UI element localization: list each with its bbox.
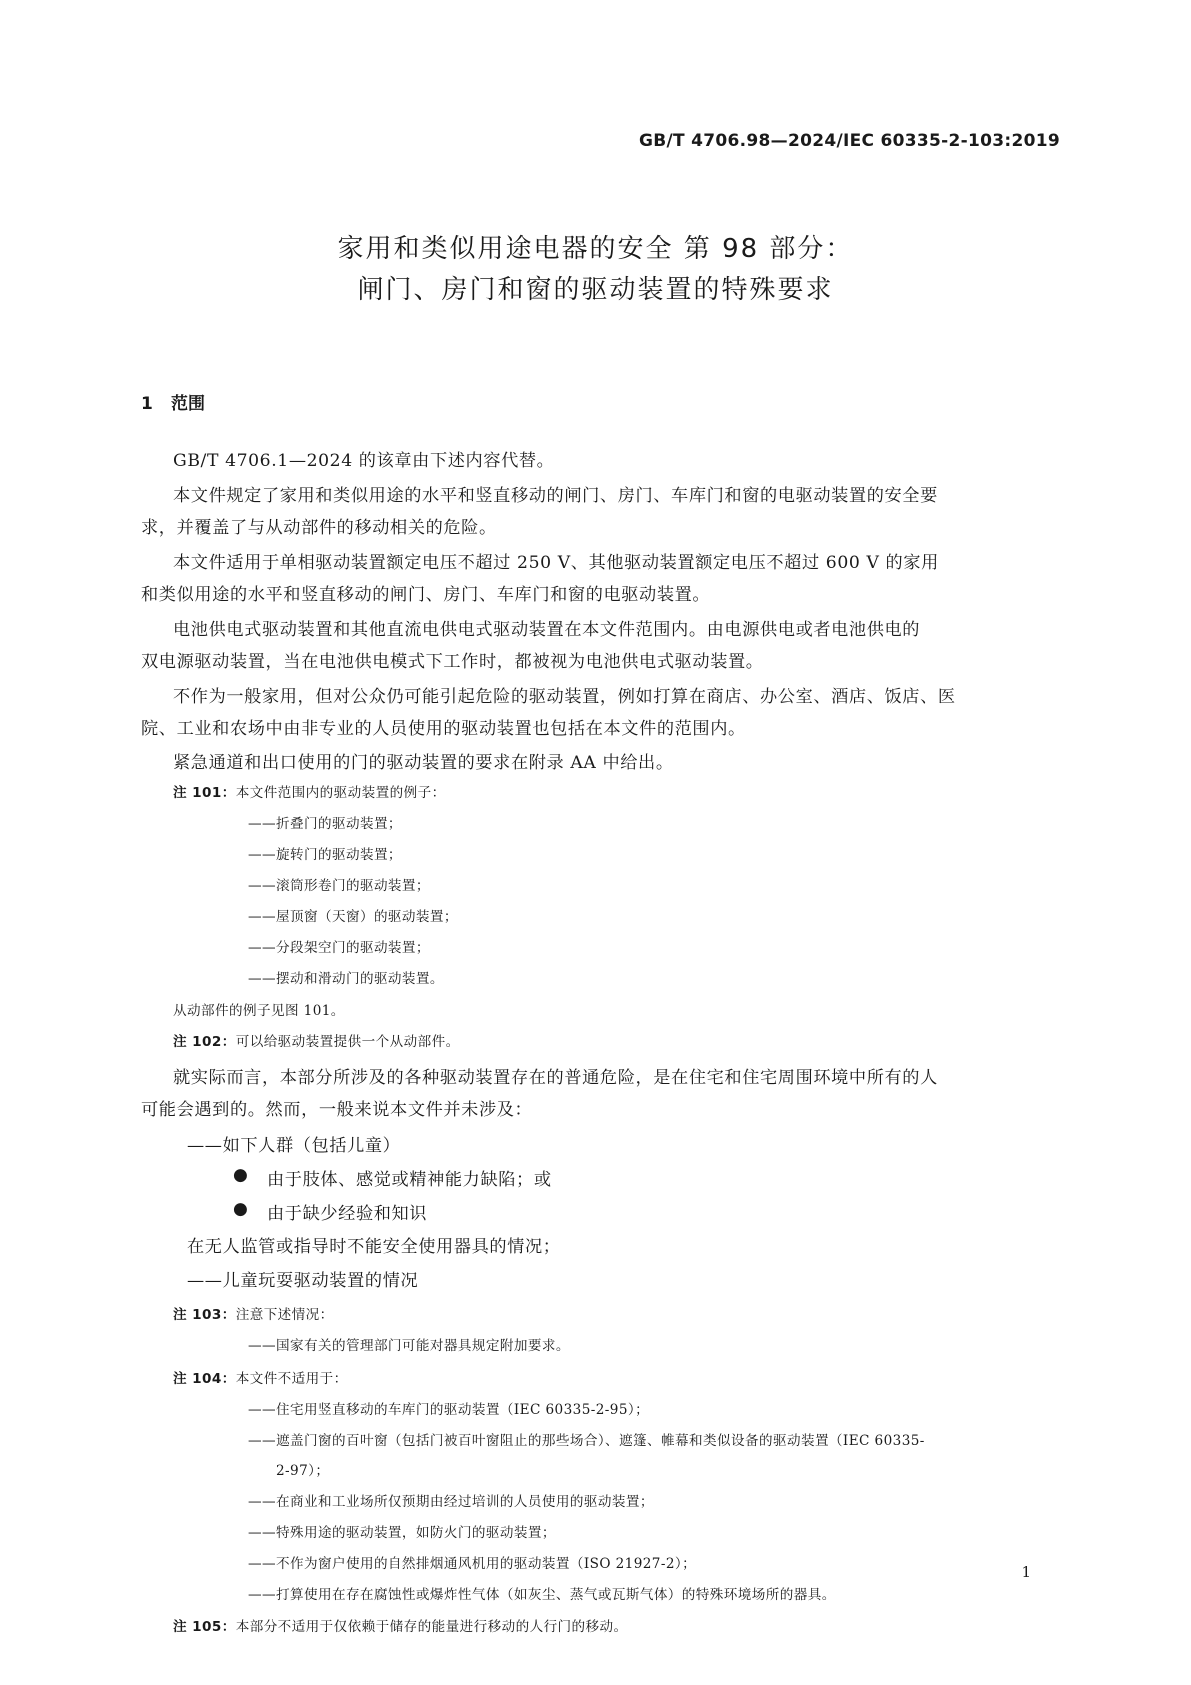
note-list-item: ——滚筒形卷门的驱动装置； [248, 878, 430, 894]
note-list-item: ——在商业和工业场所仅预期由经过培训的人员使用的驱动装置； [248, 1494, 654, 1510]
note-list-item-continuation: 2-97）； [276, 1463, 330, 1479]
paragraph-scope-line: 本文件规定了家用和类似用途的水平和竖直移动的闸门、房门、车库门和窗的电驱动装置的安全要 [173, 486, 938, 506]
paragraph-public-use-line: 不作为一般家用，但对公众仍可能引起危险的驱动装置，例如打算在商店、办公室、酒店、饭店、医 [173, 687, 956, 707]
note-text: 注意下述情况： [235, 1307, 334, 1323]
note-list-item: ——分段架空门的驱动装置； [248, 940, 430, 956]
section-heading [141, 389, 205, 414]
note-list-item: ——摆动和滑动门的驱动装置。 [248, 971, 444, 987]
note-103 [173, 1303, 334, 1323]
continuation-text: 在无人监管或指导时不能安全使用器具的情况； [187, 1237, 561, 1257]
note-list-item: ——折叠门的驱动装置； [248, 816, 402, 832]
note-list-item: ——国家有关的管理部门可能对器具规定附加要求。 [248, 1338, 570, 1354]
note-list-item: ——旋转门的驱动装置； [248, 847, 402, 863]
note-list-item: ——特殊用途的驱动装置，如防火门的驱动装置； [248, 1525, 556, 1541]
note-102 [173, 1030, 460, 1050]
document-title-line-1: 家用和类似用途电器的安全 第 98 部分： [337, 234, 854, 264]
document-title-line-2: 闸门、房门和窗的驱动装置的特殊要求 [357, 275, 834, 305]
paragraph-replacement: GB/T 4706.1—2024 的该章由下述内容代替。 [173, 451, 555, 471]
paragraph-voltage-line: 和类似用途的水平和竖直移动的闸门、房门、车库门和窗的电驱动装置。 [141, 585, 711, 605]
note-105 [173, 1615, 628, 1635]
bullet-item: 由于缺少经验和知识 [267, 1204, 428, 1224]
note-text: 本文件范围内的驱动装置的例子： [235, 785, 446, 801]
paragraph-scope-line: 求，并覆盖了与从动部件的移动相关的危险。 [141, 518, 497, 538]
note-label: 注 103： [173, 1307, 236, 1323]
paragraph-public-use-line: 院、工业和农场中由非专业的人员使用的驱动装置也包括在本文件的范围内。 [141, 719, 746, 739]
dash-item-persons: ——如下人群（包括儿童） [187, 1136, 401, 1156]
paragraph-hazards-line: 可能会遇到的。然而，一般来说本文件并未涉及： [141, 1100, 533, 1120]
note-104 [173, 1367, 348, 1387]
note-label: 注 101： [173, 785, 236, 801]
note-101 [173, 781, 446, 801]
paragraph-battery-line: 双电源驱动装置，当在电池供电模式下工作时，都被视为电池供电式驱动装置。 [141, 652, 764, 672]
note-list-item: ——屋顶窗（天窗）的驱动装置； [248, 909, 458, 925]
note-list-item: ——遮盖门窗的百叶窗（包括门被百叶窗阻止的那些场合）、遮篷、帷幕和类似设备的驱动装置（IEC 60335- [248, 1433, 925, 1449]
section-title: 范围 [171, 394, 205, 414]
paragraph-battery-line: 电池供电式驱动装置和其他直流电供电式驱动装置在本文件范围内。由电源供电或者电池供电的 [173, 620, 921, 640]
paragraph-voltage-line: 本文件适用于单相驱动装置额定电压不超过 250 V、其他驱动装置额定电压不超过 600 V 的家用 [173, 553, 939, 573]
note-list-item: ——打算使用在存在腐蚀性或爆炸性气体（如灰尘、蒸气或瓦斯气体）的特殊环境场所的器具。 [248, 1587, 836, 1603]
figure-reference: 从动部件的例子见图 101。 [173, 1003, 345, 1019]
note-text: 本部分不适用于仅依赖于储存的能量进行移动的人行门的移动。 [235, 1619, 628, 1635]
note-text: 可以给驱动装置提供一个从动部件。 [235, 1034, 460, 1050]
note-label: 注 105： [173, 1619, 236, 1635]
bullet-icon: ● [233, 1199, 248, 1219]
bullet-item: 由于肢体、感觉或精神能力缺陷；或 [267, 1170, 552, 1190]
note-list-item: ——住宅用竖直移动的车库门的驱动装置（IEC 60335-2-95）； [248, 1402, 650, 1418]
note-label: 注 104： [173, 1371, 236, 1387]
note-list-item: ——不作为窗户使用的自然排烟通风机用的驱动装置（ISO 21927-2）； [248, 1556, 697, 1572]
standard-code-header: GB/T 4706.98—2024/IEC 60335-2-103:2019 [638, 131, 1060, 151]
note-label: 注 102： [173, 1034, 236, 1050]
paragraph-emergency-exit: 紧急通道和出口使用的门的驱动装置的要求在附录 AA 中给出。 [173, 753, 674, 773]
section-number: 1 [141, 394, 153, 414]
dash-item-children: ——儿童玩耍驱动装置的情况 [187, 1271, 419, 1291]
page-number: 1 [1021, 1563, 1031, 1581]
paragraph-hazards-line: 就实际而言，本部分所涉及的各种驱动装置存在的普通危险，是在住宅和住宅周围环境中所有的人 [173, 1068, 938, 1088]
bullet-icon: ● [233, 1165, 248, 1185]
note-text: 本文件不适用于： [235, 1371, 348, 1387]
